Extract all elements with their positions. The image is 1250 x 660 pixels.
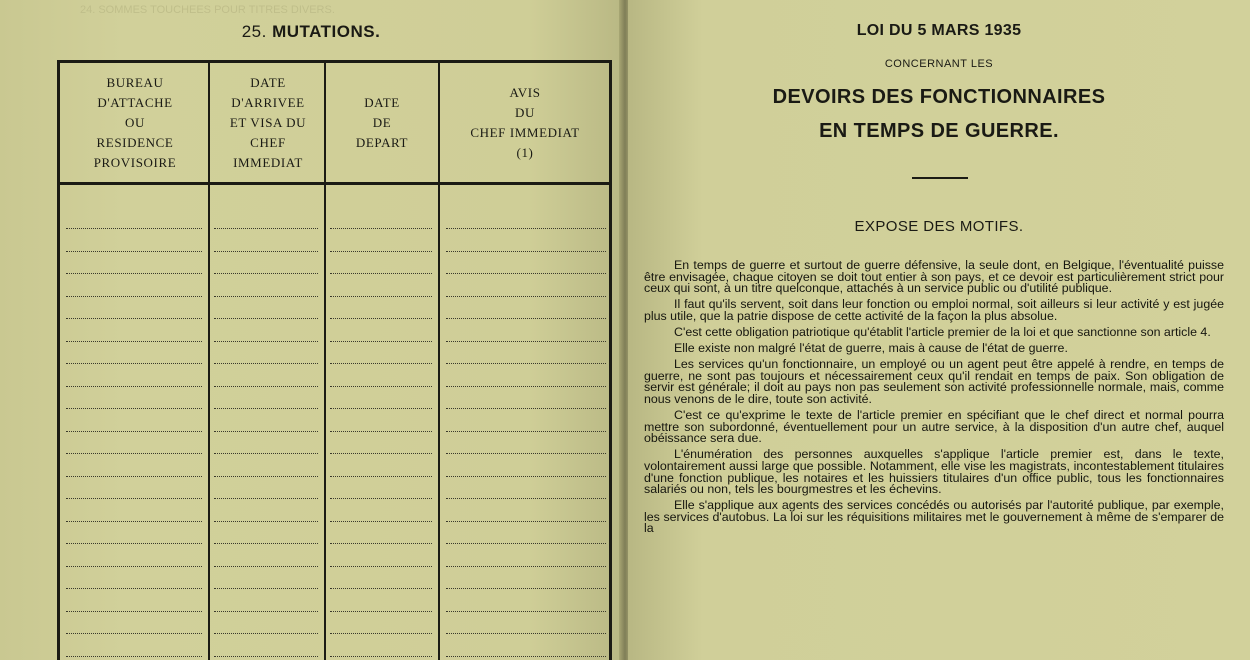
writing-line bbox=[330, 386, 432, 387]
writing-line bbox=[330, 453, 432, 454]
writing-line bbox=[446, 543, 606, 544]
writing-line bbox=[330, 521, 432, 522]
writing-line bbox=[66, 476, 202, 477]
writing-line bbox=[66, 251, 202, 252]
law-subject bbox=[628, 80, 1250, 148]
writing-line bbox=[446, 566, 606, 567]
concerning-label: CONCERNANT LES bbox=[884, 58, 994, 70]
writing-line bbox=[66, 431, 202, 432]
writing-line bbox=[446, 318, 606, 319]
writing-line bbox=[446, 498, 606, 499]
writing-line bbox=[214, 228, 318, 229]
writing-line bbox=[446, 341, 606, 342]
column-divider bbox=[438, 63, 440, 660]
writing-line bbox=[214, 611, 318, 612]
writing-line bbox=[330, 633, 432, 634]
header-bureau: BUREAU D'ATTACHE OU RESIDENCE PROVISOIRE bbox=[93, 74, 177, 170]
header-date-depart: DATE DE DEPART bbox=[355, 94, 409, 150]
writing-line bbox=[214, 363, 318, 364]
body-text bbox=[644, 260, 1224, 539]
law-subject-line-2: EN TEMPS DE GUERRE. bbox=[819, 120, 1059, 142]
writing-line bbox=[446, 656, 606, 657]
writing-line bbox=[66, 228, 202, 229]
writing-line bbox=[330, 363, 432, 364]
writing-line bbox=[330, 318, 432, 319]
writing-line bbox=[446, 251, 606, 252]
writing-line bbox=[214, 566, 318, 567]
writing-line bbox=[330, 476, 432, 477]
writing-line bbox=[214, 633, 318, 634]
paragraph: Il faut qu'ils servent, soit dans leur fonction ou emploi normal, soit ailleurs si leur activité y est jugée plus utile, que la patrie dispose de cette activité de la façon la plus absolue. bbox=[644, 297, 1224, 323]
paragraph: L'énumération des personnes auxquelles s'applique l'article premier est, dans le texte, volontairement aussi large que possible. Notamment, elle vise les magistrats, incontestablement titulaires d'une fonction publique, les notaires et les huissiers titulaires d'un office public, tous les fonctionnaires salariés ou non, tels les bourgmestres et les échevins. bbox=[644, 447, 1224, 497]
writing-line bbox=[66, 498, 202, 499]
writing-line bbox=[330, 588, 432, 589]
writing-line bbox=[446, 521, 606, 522]
writing-line bbox=[66, 363, 202, 364]
writing-line bbox=[214, 588, 318, 589]
column-divider bbox=[324, 63, 326, 660]
writing-line bbox=[66, 453, 202, 454]
writing-line bbox=[446, 228, 606, 229]
law-subject-line-1: DEVOIRS DES FONCTIONNAIRES bbox=[772, 86, 1106, 108]
writing-line bbox=[214, 498, 318, 499]
paragraph: Elle s'applique aux agents des services concédés ou autorisés par l'autorité publique, par exemple, les services d'autobus. La loi sur les réquisitions militaires met le gouvernement à même de s'emparer de la bbox=[644, 498, 1224, 536]
paragraph: Les services qu'un fonctionnaire, un employé ou un agent peut être appelé à rendre, en temps de guerre, ne sont pas toujours et nécessairement ceux qu'il rendait en temps de paix. Son obligation de servir est générale; il doit au pays non pas seulement son activité professionnelle normale, mais, comme nous venons de le dire, toute son activité. bbox=[644, 357, 1224, 406]
header-avis: AVIS DU CHEF IMMEDIAT (1) bbox=[470, 84, 580, 160]
writing-line bbox=[330, 431, 432, 432]
writing-line bbox=[66, 386, 202, 387]
writing-line bbox=[446, 386, 606, 387]
writing-line bbox=[214, 543, 318, 544]
title-rule bbox=[912, 177, 968, 179]
writing-line bbox=[214, 296, 318, 297]
writing-line bbox=[330, 296, 432, 297]
writing-line bbox=[66, 543, 202, 544]
writing-line bbox=[214, 318, 318, 319]
writing-line bbox=[330, 611, 432, 612]
writing-line bbox=[330, 341, 432, 342]
writing-line bbox=[330, 498, 432, 499]
writing-line bbox=[446, 273, 606, 274]
writing-line bbox=[66, 318, 202, 319]
section-title: EXPOSE DES MOTIFS. bbox=[854, 218, 1024, 235]
table-header bbox=[60, 63, 609, 185]
law-title: LOI DU 5 MARS 1935 bbox=[856, 22, 1022, 39]
paragraph: Elle existe non malgré l'état de guerre, mais à cause de l'état de guerre. bbox=[674, 341, 1068, 356]
writing-line bbox=[66, 611, 202, 612]
writing-line bbox=[446, 633, 606, 634]
writing-line bbox=[214, 251, 318, 252]
writing-line bbox=[214, 386, 318, 387]
title-word: MUTATIONS. bbox=[272, 22, 381, 41]
writing-line bbox=[66, 408, 202, 409]
mutations-title bbox=[0, 22, 622, 42]
writing-line bbox=[330, 566, 432, 567]
writing-line bbox=[214, 656, 318, 657]
writing-line bbox=[330, 656, 432, 657]
writing-line bbox=[446, 408, 606, 409]
writing-line bbox=[330, 408, 432, 409]
writing-line bbox=[330, 251, 432, 252]
writing-line bbox=[214, 408, 318, 409]
writing-line bbox=[446, 431, 606, 432]
writing-line bbox=[446, 363, 606, 364]
column-divider bbox=[208, 63, 210, 660]
writing-line bbox=[66, 633, 202, 634]
writing-line bbox=[446, 588, 606, 589]
writing-line bbox=[66, 296, 202, 297]
right-page bbox=[628, 0, 1250, 660]
writing-line bbox=[214, 453, 318, 454]
left-page: 24. SOMMES TOUCHEES POUR TITRES DIVERS. 25. MUTATIONS. BUREAU D'ATTACHE OU RESIDENCE PROVISOIRE DATE D'ARRIVEE ET VISA DU CHEF IMMEDIAT DATE DE DEPART AVIS DU CHEF IMMEDIAT (1) bbox=[0, 0, 622, 660]
paragraph: C'est cette obligation patriotique qu'établit l'article premier de la loi et que sanctionne son article 4. bbox=[674, 324, 1211, 339]
writing-line bbox=[330, 273, 432, 274]
writing-line bbox=[66, 341, 202, 342]
writing-line bbox=[446, 296, 606, 297]
writing-line bbox=[66, 656, 202, 657]
writing-line bbox=[446, 611, 606, 612]
title-number: 25. bbox=[241, 22, 267, 41]
writing-line bbox=[214, 431, 318, 432]
header-date-arrivee: DATE D'ARRIVEE ET VISA DU CHEF IMMEDIAT bbox=[229, 74, 307, 170]
writing-line bbox=[446, 453, 606, 454]
writing-line bbox=[214, 476, 318, 477]
writing-line bbox=[330, 228, 432, 229]
writing-line bbox=[330, 543, 432, 544]
writing-line bbox=[214, 521, 318, 522]
writing-line bbox=[214, 273, 318, 274]
mutations-table bbox=[57, 60, 612, 660]
paragraph: En temps de guerre et surtout de guerre défensive, la seule dont, en Belgique, l'éventualité puisse être envisagée, chaque citoyen se doit tout entier à son pays, et ce devoir est particulièrement strict pour ceux qui sont, à un titre quelconque, attachés à un service public ou d'utilité publique. bbox=[644, 258, 1224, 296]
writing-line bbox=[66, 566, 202, 567]
writing-line bbox=[66, 588, 202, 589]
writing-line bbox=[214, 341, 318, 342]
writing-line bbox=[66, 521, 202, 522]
writing-line bbox=[446, 476, 606, 477]
writing-line bbox=[66, 273, 202, 274]
paragraph: C'est ce qu'exprime le texte de l'article premier en spécifiant que le chef direct et normal pourra mettre son subordonné, éventuellement pour un autre service, à la disposition d'un autre chef, auquel obéissance sera due. bbox=[644, 408, 1224, 446]
